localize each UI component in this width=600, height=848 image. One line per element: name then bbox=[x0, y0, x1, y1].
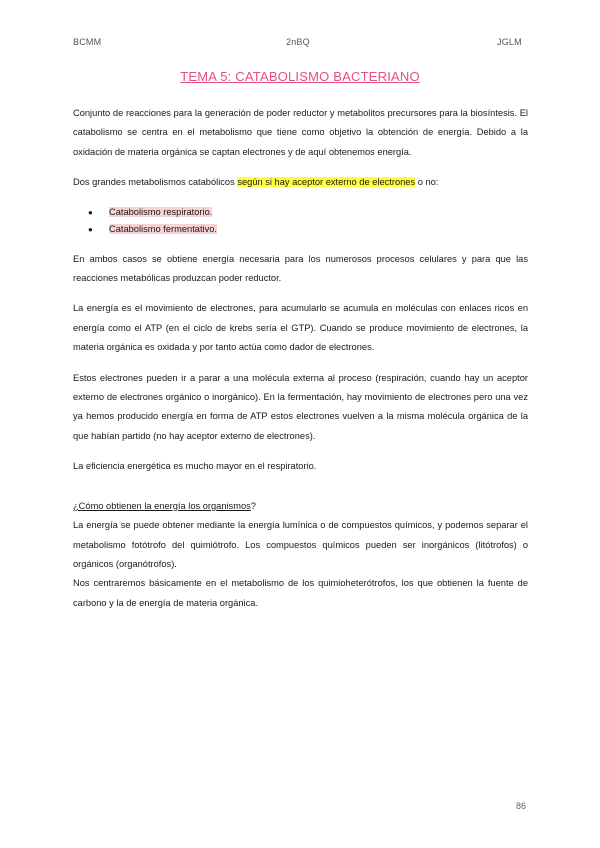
section-heading-text: ¿Cómo obtienen la energía los organismos bbox=[73, 500, 251, 511]
page-number: 86 bbox=[516, 801, 527, 811]
paragraph-metabolisms bbox=[73, 173, 528, 192]
header-left: BCMM bbox=[73, 37, 102, 47]
bullet-icon: ● bbox=[88, 225, 93, 235]
paragraph-chemoheterotrophs: Nos centraremos básicamente en el metabolismo de los quimioheterótrofos, los que obtienen la fuente de carbono y la de energía de materia orgánica. bbox=[73, 578, 528, 608]
body-text bbox=[73, 104, 528, 624]
list-item bbox=[88, 221, 528, 239]
paragraph-energy-sources: La energía se puede obtener mediante la energía lumínica o de compuestos químicos, y podemos separar el metabolismo fotótrofo del quimiótrofo. Los compuestos químicos pueden ser inorgánicos (litótrofos) o orgánicos (organótrofos). bbox=[73, 520, 528, 569]
page-title: TEMA 5: CATABOLISMO BACTERIANO bbox=[180, 69, 420, 84]
list-item-label: Catabolismo respiratorio. bbox=[109, 206, 213, 217]
paragraph-energy-purpose: En ambos casos se obtiene energía necesaria para los numerosos procesos celulares y para que las reacciones metabólicas produzcan poder reductor. bbox=[73, 253, 528, 284]
bullet-list bbox=[73, 204, 528, 239]
paragraph-electron-movement: La energía es el movimiento de electrones, para acumularlo se acumula en moléculas con enlaces ricos en energía como el ATP (en el ciclo de krebs sería el GTP). Cuando se produce movimiento de electrones, la materia orgánica es oxidada y por tanto actúa como dador de electrones. bbox=[73, 303, 528, 353]
header-center: 2nBQ bbox=[286, 37, 310, 47]
list-item-label: Catabolismo fermentativo. bbox=[109, 224, 217, 235]
text-before-highlight: Dos grandes metabolismos catabólicos bbox=[73, 177, 238, 188]
list-item bbox=[88, 204, 528, 222]
paragraph-efficiency: La eficiencia energética es mucho mayor en el respiratorio. bbox=[73, 461, 317, 472]
header-right: JGLM bbox=[497, 37, 522, 47]
paragraph-intro: Conjunto de reacciones para la generación de poder reductor y metabolitos precursores para la biosíntesis. El catabolismo se centra en el metabolismo que tiene como objetivo la obtención de energía. Debido a la oxidación de materia orgánica se captan electrones y de aquí obtenemos energía. bbox=[73, 108, 528, 157]
section-heading bbox=[73, 497, 528, 516]
paragraph-electron-fate: Estos electrones pueden ir a parar a una molécula externa al proceso (respiración, cuando hay un aceptor externo de electrones orgánico o inorgánico). En la fermentación, hay movimiento de electrones pero una vez ya hemos producido energía en forma de ATP estos electrones vuelven a la misma molécula orgánica de la que habían partido (no hay aceptor externo de electrones). bbox=[73, 372, 528, 441]
section-heading-trail: ? bbox=[250, 500, 256, 511]
highlighted-text: según si hay aceptor externo de electrones bbox=[237, 177, 416, 188]
text-after-highlight: o no: bbox=[415, 177, 439, 188]
bullet-icon: ● bbox=[88, 207, 93, 217]
